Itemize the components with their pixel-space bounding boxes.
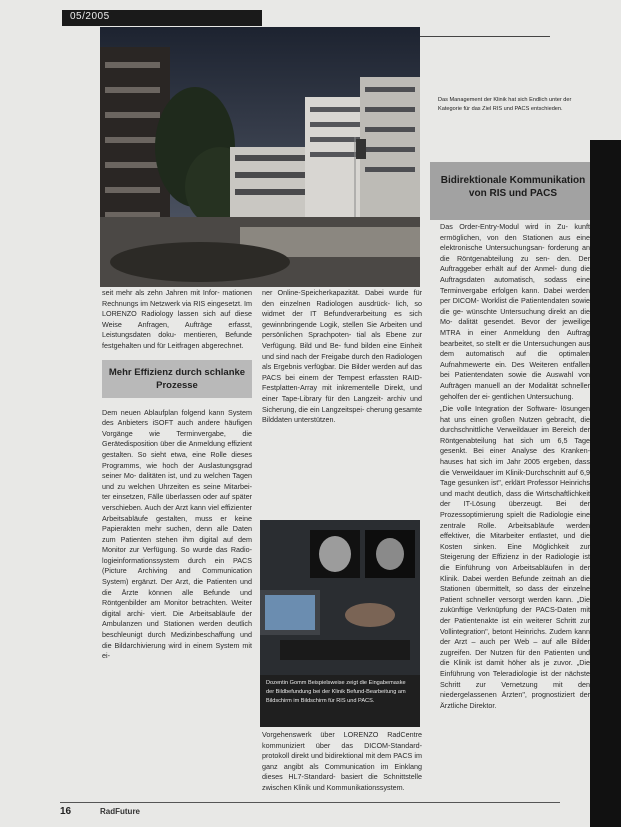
box-title: Bidirektionale Kommunikation von RIS und PACS xyxy=(440,175,586,199)
middle-paragraph-2: Vorgehenswerk über LORENZO RadCentre kommuniziert über das DICOM-Standard- protokoll direkt und bidirektional mit dem PACS im ganz angibt als Communication im Einklang dieses HL7-Standard- basiert die Schnittstelle zwischen Klinik und Kommunikationssystem. xyxy=(262,730,422,792)
workstation-drawing xyxy=(260,520,420,675)
page-number: 16 xyxy=(60,806,72,817)
issue-number: 05/2005 xyxy=(70,11,110,22)
middle-column-bottom xyxy=(262,730,422,800)
left-paragraph-2: Dem neuen Ablaufplan folgend kann System des Anbieters iSOFT auch andere häufigen Vorgänge wie Terminvergabe, die Gerätedisposition über die Anmeldung effizient gestalten. So sieht etwa, eine Rolle dieses Programms, wie hoch der Auslastungsgrad seiner Mo- dalitäten ist, und zu welchen Tagen und zu welchen Uhrzeiten es seine Mitarbei- ter einsetzen, Fälle überlassen oder auf später verschieben. Auch der Arzt kann viel effizienter Arbeitsabläufe gestalten, muss er keine Papierakten mehr suchen, denn alle Daten zum Patienten stehen ihm digital auf dem Monitor zur Verfügung. So wurde das Radio- logieinformationssystem durch ein PACS (Picture Archiving and Communication System) ergänzt. Der Arzt, die Patienten und die Ärzte können alle Befunde und Röntgenbilder am Monitor betrachten. Weiter digital archi- viert. Die Arbeitsabläufe der Ambulanzen und Stationen werden deutlich beschleunigt durch Medizinbeschaffung und die Bildarchivierung wird in einem System mit ei- xyxy=(102,407,252,661)
photo-caption: Das Management der Klinik hat sich Endlich unter der Kategorie für das Ziel RIS und PACS entschieden. xyxy=(438,97,572,112)
left-column xyxy=(102,288,252,798)
hospital-building-photo xyxy=(100,27,420,287)
right-column xyxy=(440,222,590,798)
right-paragraph-2: „Die volle Integration der Software- lösungen hat uns einen großen Nutzen gebracht, die durchschnittliche Verweildauer im Bereich der Röntgenabteilung hat sich um 6,5 Tage gesenkt. Bei einer Analyse des Kranken- hauses hat sich im Jahr 2005 ergeben, dass die Verweildauer im Klinik-Durchschnitt auf 6,9 Tage gesunken ist", erklärt Professor Heinrichs und macht deutlich, dass die Wirtschaftlichkeit der IT-Lösung überzeugt. Bei der Prozessoptimierung spielt die Radiologie eine zentrale Rolle. Arbeitsabläufe werden effektiver, die Mitarbeiter entlastet, und die Kosten sinken. Eine Möglichkeit zur Steigerung der Effizienz in der Radiologie ist die Einführung von Arbeitsabläufen in der Klinik. Dabei werden Befunde zeitnah an die Stationen übermittelt, so dass der einzelne Patient schneller versorgt werden kann. „Die zukünftige Verknüpfung der PACS-Daten mit der Patientenakte ist ein weiterer Schritt zur Vollintegration", betont Heinrichs. Zudem kann der Arzt – auch per Web – auf alle Bilder zugreifen. Der Nutzen für den Patienten und die Klinik ist damit höher als je zuvor. „Die Einführung von Teleradiologie ist der nächste Schritt zur Vernetzung mit den niedergelassenen Ärzten", prognostiziert der Ärztliche Direktor. xyxy=(440,404,590,710)
middle-column-top xyxy=(262,288,422,518)
left-paragraph-1: seit mehr als zehn Jahren mit Infor- mationen Rechnungs im Netzwerk via RIS eingesetzt. Im LORENZO Radiology lassen sich auf diese Weise Anfragen, Aufträge erfasst, Leistungsdaten doku- mentieren, Befunde festgehalten und für Leitfragen abgerechnet. xyxy=(102,288,252,350)
publication-name: RadFuture xyxy=(100,807,140,816)
footer-rule xyxy=(60,802,560,803)
workstation-photo xyxy=(260,520,420,675)
subheading: Mehr Effizienz durch schlanke Prozesse xyxy=(102,360,252,398)
workstation-caption: Dozentin Gomm Beispielsweise zeigt die Eingabemaske der Bildbefundung bei der Klinik Befund-Bearbeitung am Bildschirm im Bildschirm für RIS und PACS. xyxy=(260,675,420,727)
right-paragraph-1: Das Order-Entry-Modul wird in Zu- kunft ermöglichen, von den Stationen aus eine elektronische Untersuchungsan- forderung an die Röntgenabteilung zu sen- den. Der Auftraggeber erhält auf der Anmel- dung die Auftragsdaten automatisch, sodass eine Terminvergabe erfolgen kann. Dabei werden per DICOM- Worklist die Patientendaten sowie die ge- wünschte Untersuchung direkt an die Mo- dalität gesendet. Bevor der jeweilige MTRA in einer Anmeldung den Auftrag bearbeitet, so stellt er die Untersuchungen aus dem automatisch auf die optimalen Aufnahmewerte ein. Des Weiteren entfallen bei Patientendaten sowie die Auswahl von Aufträgen manuell an der Modalität schneller geholfen der ei- gentlichen Untersuchung. xyxy=(440,222,590,401)
page-edge-shadow xyxy=(590,140,621,827)
middle-paragraph-1: ner Online-Speicherkapazität. Dabei wurde für den einzelnen Radiologen ausdrück- lich, so widmet der IT Befundverarbeitung es sich gewinnbringende Logik, stellen Sie Arbeiten und persönlichen Sprachpoten- tial als Ebene zur Verfügung. Bild und Be- fund bilden eine Einheit und sind nach der Freigabe durch den Radiologen als Ergebnis verfügbar. Die Bilder werden auf das PACS bei einem der Tempest erfassten RAID-Festplatten-Array mit inkrementelle Direkt, und einer Tape-Library für den Langzeit- archiv und Sicherung, die ein Langzeitspei- cherung gesamte Bilddaten unterstützen. xyxy=(262,288,422,425)
building-photo-drawing xyxy=(100,27,420,287)
